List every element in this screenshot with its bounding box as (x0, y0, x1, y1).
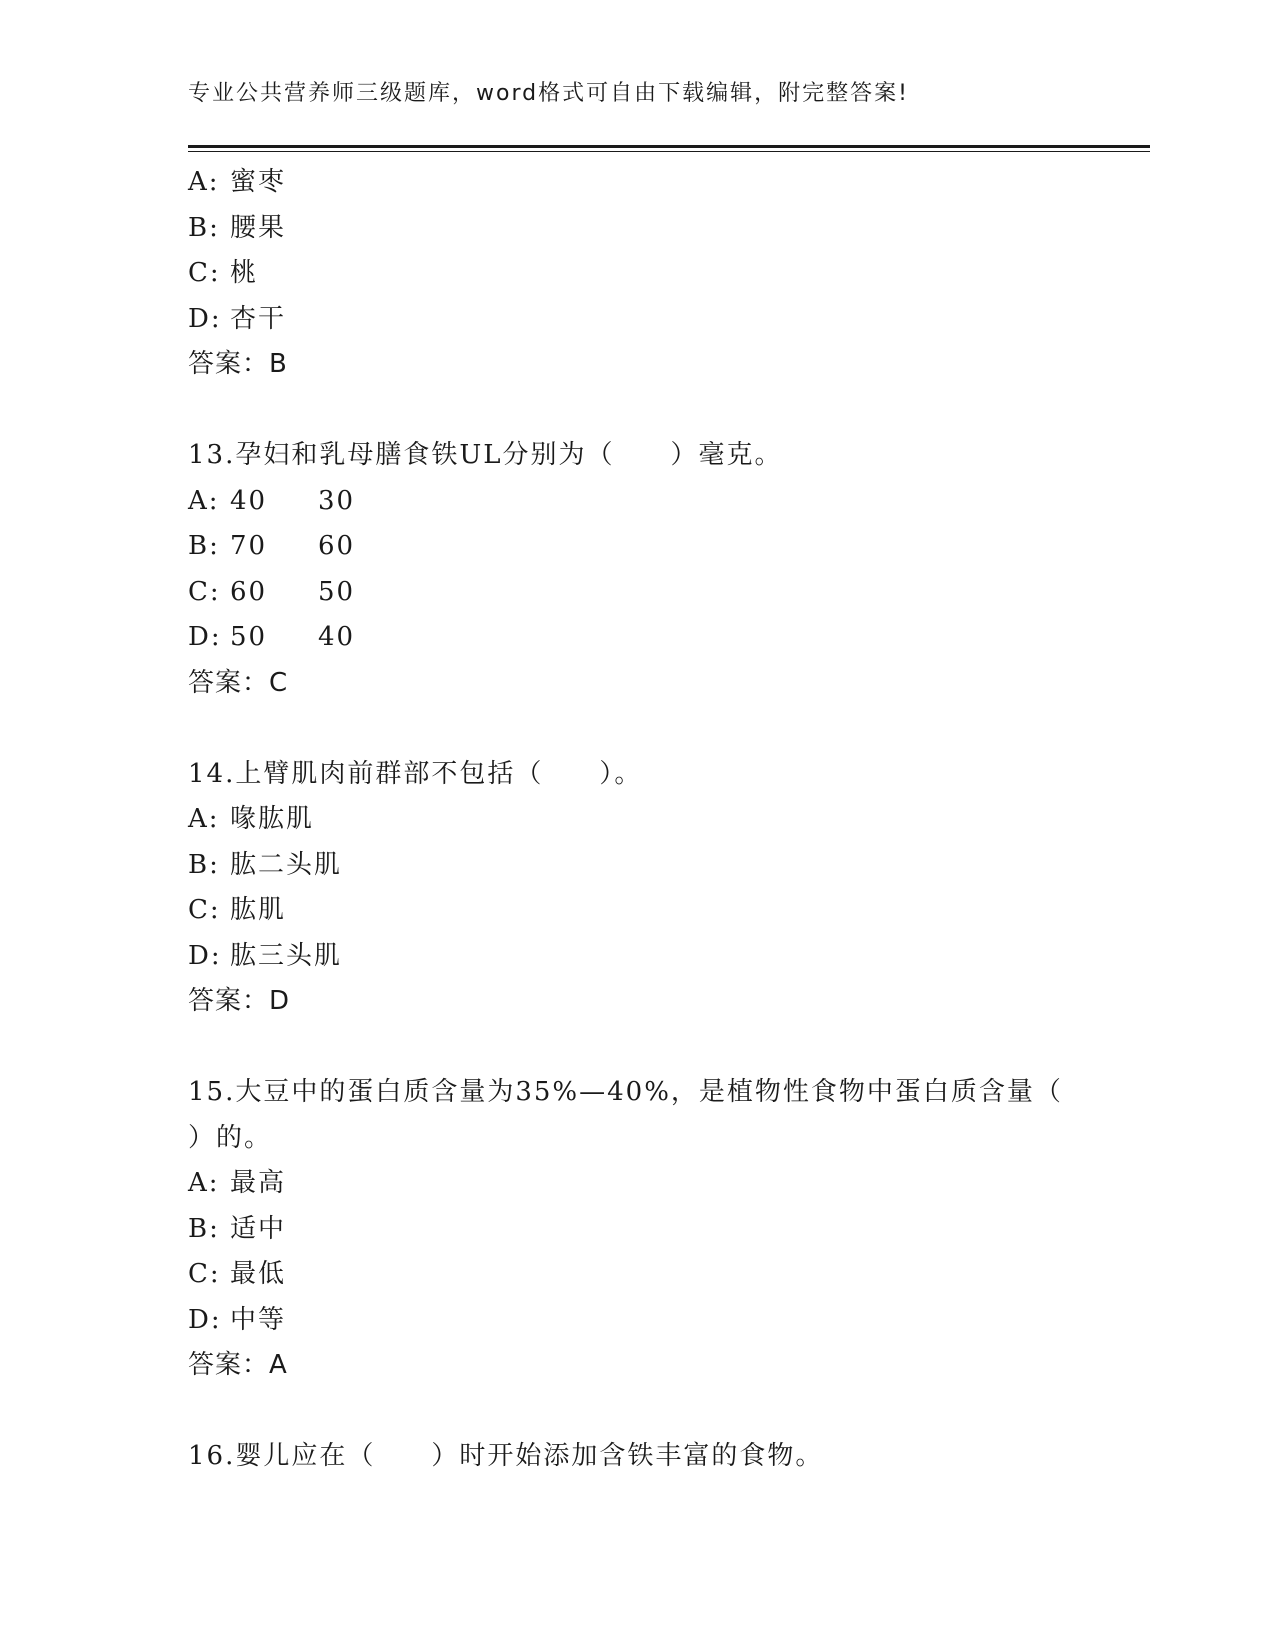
option-text: 最低 (230, 1259, 287, 1289)
option-c (188, 251, 1088, 297)
option-b (188, 206, 1088, 252)
option-a (188, 160, 1088, 206)
option-d (188, 934, 1088, 980)
option-letter: A: (188, 485, 220, 516)
option-letter: C: (188, 1259, 221, 1289)
header-rule-thick (188, 145, 1150, 148)
option-b (188, 843, 1088, 889)
header-rule-thin (188, 151, 1150, 152)
option-text: 桃 (230, 258, 259, 288)
option-letter: B: (188, 212, 220, 243)
answer-line: 答案：A (188, 1350, 288, 1380)
spacer (188, 706, 1088, 752)
question-list (188, 160, 1088, 1480)
option-letter: D: (188, 1304, 222, 1335)
answer-line: 答案：C (188, 667, 289, 698)
option-value-second: 50 (318, 576, 356, 607)
option-a (188, 1161, 1088, 1207)
option-text: 蜜枣 (230, 167, 287, 197)
option-a (188, 479, 1088, 525)
option-letter: A: (188, 167, 220, 197)
question-12 (188, 160, 1088, 388)
spacer (188, 1389, 1088, 1435)
option-c (188, 570, 1088, 616)
question-title-line-2: ）的。 (188, 1122, 273, 1153)
option-b (188, 524, 1088, 570)
option-letter: C: (188, 895, 221, 925)
option-letter: D: (188, 622, 222, 652)
option-d (188, 615, 1088, 661)
option-d (188, 1298, 1088, 1344)
option-value-first: 60 (230, 576, 268, 607)
option-text: 肱肌 (230, 895, 287, 925)
option-value-second: 40 (318, 622, 356, 652)
option-text: 腰果 (230, 212, 287, 243)
option-letter: B: (188, 531, 220, 561)
answer-line: 答案：B (188, 349, 288, 379)
option-c (188, 888, 1088, 934)
question-title: 14.上臂肌肉前群部不包括（ ）。 (188, 758, 643, 789)
option-value-second: 60 (318, 531, 356, 561)
option-letter: C: (188, 576, 221, 607)
page-header: 专业公共营养师三级题库，word格式可自由下载编辑，附完整答案! (188, 81, 909, 106)
option-letter: A: (188, 1168, 220, 1198)
option-c (188, 1252, 1088, 1298)
option-value-first: 40 (230, 485, 268, 516)
option-letter: A: (188, 804, 220, 834)
option-d (188, 297, 1088, 343)
question-title: 13.孕妇和乳母膳食铁UL分别为（ ）毫克。 (188, 440, 783, 470)
spacer (188, 388, 1088, 434)
question-title: 16.婴儿应在（ ）时开始添加含铁丰富的食物。 (188, 1441, 824, 1471)
option-value-first: 50 (230, 622, 268, 652)
option-letter: D: (188, 303, 222, 334)
option-b (188, 1207, 1088, 1253)
question-16 (188, 1434, 1088, 1480)
option-text: 中等 (230, 1304, 287, 1335)
option-text: 杏干 (230, 303, 287, 334)
option-text: 喙肱肌 (230, 804, 315, 834)
question-14 (188, 752, 1088, 1025)
question-13 (188, 433, 1088, 706)
option-letter: B: (188, 849, 220, 880)
option-letter: C: (188, 258, 221, 288)
option-text: 最高 (230, 1168, 287, 1198)
question-title-line-1: 15.大豆中的蛋白质含量为35%—40%，是植物性食物中蛋白质含量（ (188, 1077, 1063, 1107)
option-a (188, 797, 1088, 843)
option-text: 肱三头肌 (230, 940, 343, 971)
option-value-first: 70 (230, 531, 268, 561)
option-text: 适中 (230, 1213, 287, 1244)
option-letter: B: (188, 1213, 220, 1244)
question-15 (188, 1070, 1088, 1389)
option-letter: D: (188, 940, 222, 971)
spacer (188, 1025, 1088, 1071)
option-text: 肱二头肌 (230, 849, 343, 880)
answer-line: 答案：D (188, 986, 291, 1016)
option-value-second: 30 (318, 485, 356, 516)
